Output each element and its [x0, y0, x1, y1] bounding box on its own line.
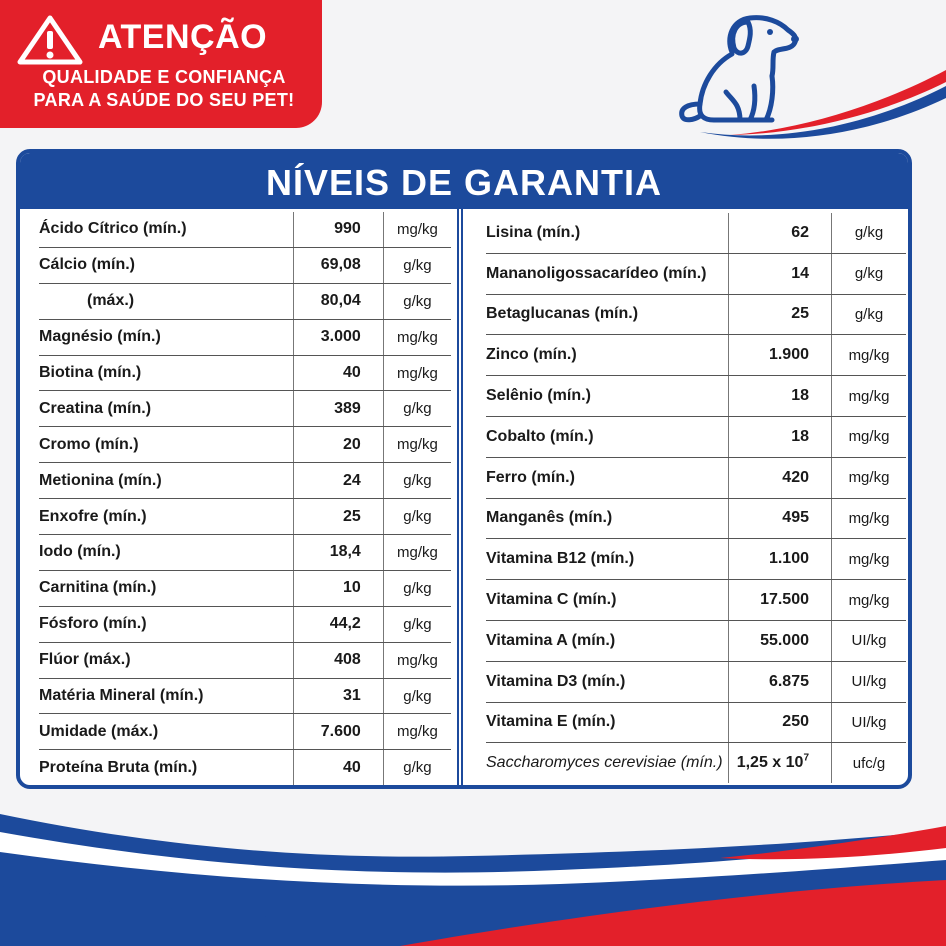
nutrient-unit: mg/kg — [383, 427, 451, 463]
nutrient-value-text: 18,4 — [329, 543, 361, 561]
nutrient-name: Vitamina B12 (mín.) — [486, 539, 729, 580]
table-row — [486, 620, 906, 661]
nutrient-value — [729, 539, 832, 580]
nutrient-value-text: 250 — [782, 713, 809, 731]
nutrient-unit: g/kg — [383, 463, 451, 499]
nutrient-value-text: 62 — [791, 223, 809, 241]
nutrient-value — [729, 213, 832, 253]
banner-subtitle — [24, 66, 304, 112]
banner-title: ATENÇÃO — [98, 18, 268, 56]
nutrient-unit: UI/kg — [832, 620, 907, 661]
table-row — [39, 319, 451, 355]
nutrient-value — [729, 661, 832, 702]
nutrient-value-text: 44,2 — [329, 615, 361, 633]
nutrient-value-text: 14 — [791, 264, 809, 282]
banner-subtitle-line-1: QUALIDADE E CONFIANÇA — [42, 67, 286, 87]
table-row — [39, 355, 451, 391]
nutrient-name: Cromo (mín.) — [39, 427, 293, 463]
table-row — [39, 427, 451, 463]
table-row — [39, 750, 451, 785]
table-row — [39, 570, 451, 606]
nutrient-name: Carnitina (mín.) — [39, 570, 293, 606]
nutrient-value — [293, 391, 383, 427]
nutrient-value — [293, 714, 383, 750]
table-row — [486, 702, 906, 743]
nutrient-name: Fósforo (mín.) — [39, 606, 293, 642]
column-divider — [457, 209, 463, 789]
nutrient-value-text: 408 — [334, 651, 361, 669]
nutrient-value-text: 420 — [782, 468, 809, 486]
nutrient-value — [729, 335, 832, 376]
nutrient-unit: g/kg — [383, 678, 451, 714]
value-exponent: 7 — [803, 752, 809, 764]
nutrient-name: Vitamina C (mín.) — [486, 580, 729, 621]
table-row — [486, 498, 906, 539]
table-row — [39, 283, 451, 319]
table-row — [486, 539, 906, 580]
nutrient-value — [293, 463, 383, 499]
dog-icon — [674, 8, 804, 130]
nutrient-unit: mg/kg — [832, 580, 907, 621]
nutrient-value — [293, 678, 383, 714]
nutrient-value — [729, 743, 832, 783]
nutrient-name: Vitamina D3 (mín.) — [486, 661, 729, 702]
nutrient-name: Cobalto (mín.) — [486, 416, 729, 457]
nutrient-unit: mg/kg — [383, 355, 451, 391]
table-row — [486, 253, 906, 294]
nutrient-value-text: 18 — [791, 427, 809, 445]
nutrient-unit: mg/kg — [832, 335, 907, 376]
nutrient-value-text: 3.000 — [320, 328, 361, 346]
nutrient-unit: g/kg — [832, 294, 907, 335]
nutrient-value — [293, 499, 383, 535]
nutrient-name: Umidade (máx.) — [39, 714, 293, 750]
nutrient-value-text: 389 — [334, 399, 361, 417]
nutrient-unit: mg/kg — [832, 376, 907, 417]
nutrient-name: Ácido Cítrico (mín.) — [39, 212, 293, 247]
nutrient-value — [729, 702, 832, 743]
nutrient-unit: g/kg — [383, 570, 451, 606]
nutrient-unit: mg/kg — [832, 539, 907, 580]
nutrient-name: Zinco (mín.) — [486, 335, 729, 376]
nutrient-value — [293, 247, 383, 283]
table-row — [39, 678, 451, 714]
panel-title: NÍVEIS DE GARANTIA — [20, 153, 908, 209]
nutrient-unit: g/kg — [383, 606, 451, 642]
table-row — [486, 335, 906, 376]
nutrient-unit: g/kg — [383, 283, 451, 319]
nutrient-value — [293, 283, 383, 319]
nutrient-value — [293, 427, 383, 463]
nutrient-name: Vitamina A (mín.) — [486, 620, 729, 661]
nutrient-name: Vitamina E (mín.) — [486, 702, 729, 743]
right-nutrient-table — [486, 213, 906, 783]
nutrient-value — [729, 457, 832, 498]
table-row — [39, 606, 451, 642]
nutrient-unit: mg/kg — [832, 416, 907, 457]
table-row — [39, 463, 451, 499]
table-row — [39, 714, 451, 750]
table-row — [486, 580, 906, 621]
table-row — [39, 247, 451, 283]
nutrient-name: Mananoligossacarídeo (mín.) — [486, 253, 729, 294]
nutrient-value — [729, 253, 832, 294]
nutrient-value — [729, 416, 832, 457]
nutrient-name: Biotina (mín.) — [39, 355, 293, 391]
nutrient-value-text: 1.100 — [768, 550, 809, 568]
nutrient-value — [293, 355, 383, 391]
nutrient-name: Selênio (mín.) — [486, 376, 729, 417]
nutrient-name: Flúor (máx.) — [39, 642, 293, 678]
left-nutrient-table — [39, 212, 451, 785]
nutrient-name: Saccharomyces cerevisiae (mín.) — [486, 754, 723, 772]
nutrient-unit: ufc/g — [832, 743, 907, 783]
banner-subtitle-line-2: PARA A SAÚDE DO SEU PET! — [33, 90, 295, 110]
nutrient-value — [729, 294, 832, 335]
table-row — [39, 642, 451, 678]
nutrient-unit: UI/kg — [832, 661, 907, 702]
nutrient-name: Creatina (mín.) — [39, 391, 293, 427]
nutrient-value — [293, 319, 383, 355]
table-row — [486, 213, 906, 253]
nutrient-unit: mg/kg — [832, 498, 907, 539]
nutrient-name: Cálcio (mín.) — [39, 247, 293, 283]
nutrient-value — [293, 212, 383, 247]
nutrient-unit: g/kg — [383, 750, 451, 785]
table-row — [486, 457, 906, 498]
nutrient-value-text: 17.500 — [760, 591, 809, 609]
nutrient-value-text: 18 — [791, 387, 809, 405]
nutrient-value-text: 69,08 — [320, 256, 361, 274]
warning-triangle-icon — [16, 14, 84, 66]
nutrient-name: Proteína Bruta (mín.) — [39, 758, 198, 776]
table-row — [486, 294, 906, 335]
nutrient-value — [729, 498, 832, 539]
nutrient-unit: g/kg — [383, 499, 451, 535]
table-row — [486, 743, 906, 783]
nutrient-name: Magnésio (mín.) — [39, 319, 293, 355]
table-row — [39, 499, 451, 535]
nutrient-value-text: 55.000 — [760, 631, 809, 649]
nutrient-name: Manganês (mín.) — [486, 498, 729, 539]
nutrient-name: Ferro (mín.) — [486, 457, 729, 498]
table-row — [486, 376, 906, 417]
nutrient-unit: mg/kg — [383, 535, 451, 571]
nutrient-unit: mg/kg — [383, 212, 451, 247]
nutrient-value-text: 80,04 — [320, 292, 361, 310]
table-row — [39, 535, 451, 571]
nutrient-value-text: 990 — [334, 220, 361, 238]
nutrient-value-text: 20 — [343, 435, 361, 453]
nutrient-name: Metionina (mín.) — [39, 463, 293, 499]
nutrient-value-text: 6.875 — [768, 672, 809, 690]
nutrient-value-text: 10 — [343, 579, 361, 597]
nutrient-unit: UI/kg — [832, 702, 907, 743]
nutrient-value-text: 495 — [782, 509, 809, 527]
nutrient-unit: g/kg — [383, 391, 451, 427]
nutrient-name: Enxofre (mín.) — [39, 499, 293, 535]
table-row — [486, 661, 906, 702]
guarantee-levels-panel — [16, 149, 912, 789]
nutrient-value-text: 31 — [343, 687, 361, 705]
nutrient-value — [729, 620, 832, 661]
nutrient-name: Betaglucanas (mín.) — [486, 294, 729, 335]
nutrient-name: (máx.) — [39, 283, 293, 319]
nutrient-value — [729, 376, 832, 417]
nutrient-value — [729, 580, 832, 621]
nutrient-name: Lisina (mín.) — [486, 213, 729, 253]
nutrient-value-text: 24 — [343, 471, 361, 489]
attention-banner — [0, 0, 322, 128]
table-row — [486, 416, 906, 457]
nutrient-value — [293, 535, 383, 571]
nutrient-value-text: 7.600 — [320, 722, 361, 740]
nutrient-unit: g/kg — [832, 213, 907, 253]
nutrient-value-text: 25 — [791, 305, 809, 323]
nutrient-value-text: 40 — [343, 758, 361, 776]
nutrient-unit: mg/kg — [832, 457, 907, 498]
table-row — [39, 212, 451, 247]
nutrient-unit: mg/kg — [383, 319, 451, 355]
nutrient-unit: g/kg — [832, 253, 907, 294]
nutrient-name: Matéria Mineral (mín.) — [39, 678, 293, 714]
nutrient-value-text: 25 — [343, 507, 361, 525]
nutrient-value-text: 1.900 — [768, 346, 809, 364]
nutrient-value — [293, 750, 383, 785]
table-row — [39, 391, 451, 427]
nutrient-value-text: 1,25 x 10 — [736, 754, 804, 772]
nutrient-unit: g/kg — [383, 247, 451, 283]
nutrient-unit: mg/kg — [383, 714, 451, 750]
nutrient-unit: mg/kg — [383, 642, 451, 678]
nutrient-value — [293, 606, 383, 642]
nutrient-name: Iodo (mín.) — [39, 535, 293, 571]
nutrient-value — [293, 570, 383, 606]
nutrient-value-text: 40 — [343, 364, 361, 381]
nutrient-value — [293, 642, 383, 678]
